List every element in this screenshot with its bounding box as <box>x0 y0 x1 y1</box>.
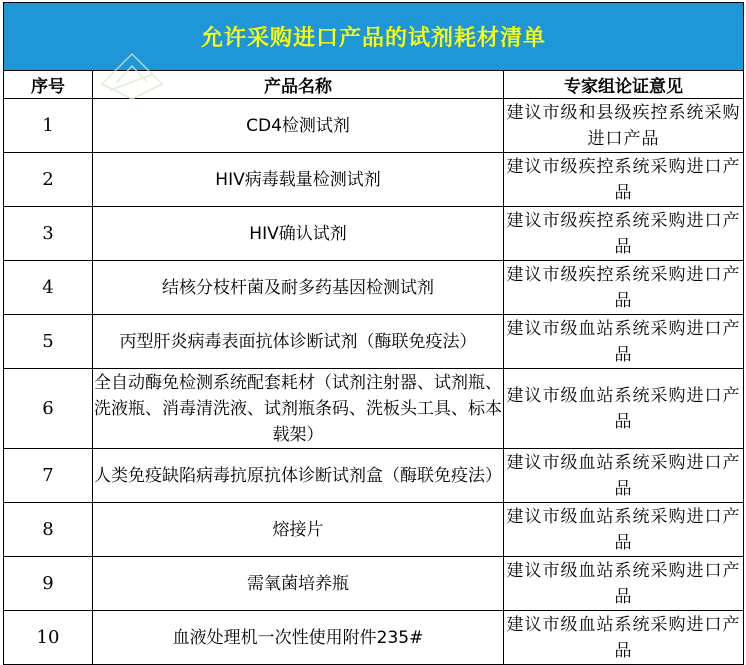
product-list-table <box>3 2 744 665</box>
table-row <box>4 503 744 557</box>
product-name: 结核分枝杆菌及耐多药基因检测试剂 <box>93 261 504 315</box>
row-number: 1 <box>4 99 93 153</box>
row-number: 9 <box>4 557 93 611</box>
expert-opinion: 建议市级血站系统采购进口产品 <box>504 557 744 611</box>
expert-opinion: 建议市级疾控系统采购进口产品 <box>504 207 744 261</box>
expert-opinion: 建议市级血站系统采购进口产品 <box>504 503 744 557</box>
table-title: 允许采购进口产品的试剂耗材清单 <box>4 3 744 71</box>
product-name: HIV确认试剂 <box>93 207 504 261</box>
table-row <box>4 369 744 449</box>
product-name: 丙型肝炎病毒表面抗体诊断试剂（酶联免疫法） <box>93 315 504 369</box>
expert-opinion: 建议市级血站系统采购进口产品 <box>504 369 744 449</box>
product-name: 血液处理机一次性使用附件235# <box>93 611 504 665</box>
product-name: 熔接片 <box>93 503 504 557</box>
row-number: 5 <box>4 315 93 369</box>
table-row <box>4 315 744 369</box>
row-number: 6 <box>4 369 93 449</box>
expert-opinion: 建议市级血站系统采购进口产品 <box>504 611 744 665</box>
table-row <box>4 207 744 261</box>
row-number: 10 <box>4 611 93 665</box>
header-expert-opinion: 专家组论证意见 <box>504 71 744 99</box>
header-product-name: 产品名称 <box>93 71 504 99</box>
table-row <box>4 261 744 315</box>
row-number: 3 <box>4 207 93 261</box>
table-row <box>4 99 744 153</box>
product-name: 全自动酶免检测系统配套耗材（试剂注射器、试剂瓶、洗液瓶、消毒清洗液、试剂瓶条码、洗板头工具、标本载架） <box>93 369 504 449</box>
expert-opinion: 建议市级血站系统采购进口产品 <box>504 449 744 503</box>
product-name: CD4检测试剂 <box>93 99 504 153</box>
expert-opinion: 建议市级疾控系统采购进口产品 <box>504 261 744 315</box>
product-name: HIV病毒载量检测试剂 <box>93 153 504 207</box>
row-number: 2 <box>4 153 93 207</box>
expert-opinion: 建议市级疾控系统采购进口产品 <box>504 153 744 207</box>
product-name: 需氧菌培养瓶 <box>93 557 504 611</box>
row-number: 7 <box>4 449 93 503</box>
expert-opinion: 建议市级血站系统采购进口产品 <box>504 315 744 369</box>
table-row <box>4 611 744 665</box>
row-number: 4 <box>4 261 93 315</box>
expert-opinion: 建议市级和县级疾控系统采购进口产品 <box>504 99 744 153</box>
header-serial-number: 序号 <box>4 71 93 99</box>
table-row <box>4 557 744 611</box>
row-number: 8 <box>4 503 93 557</box>
table-row <box>4 153 744 207</box>
table-row <box>4 449 744 503</box>
product-name: 人类免疫缺陷病毒抗原抗体诊断试剂盒（酶联免疫法） <box>93 449 504 503</box>
